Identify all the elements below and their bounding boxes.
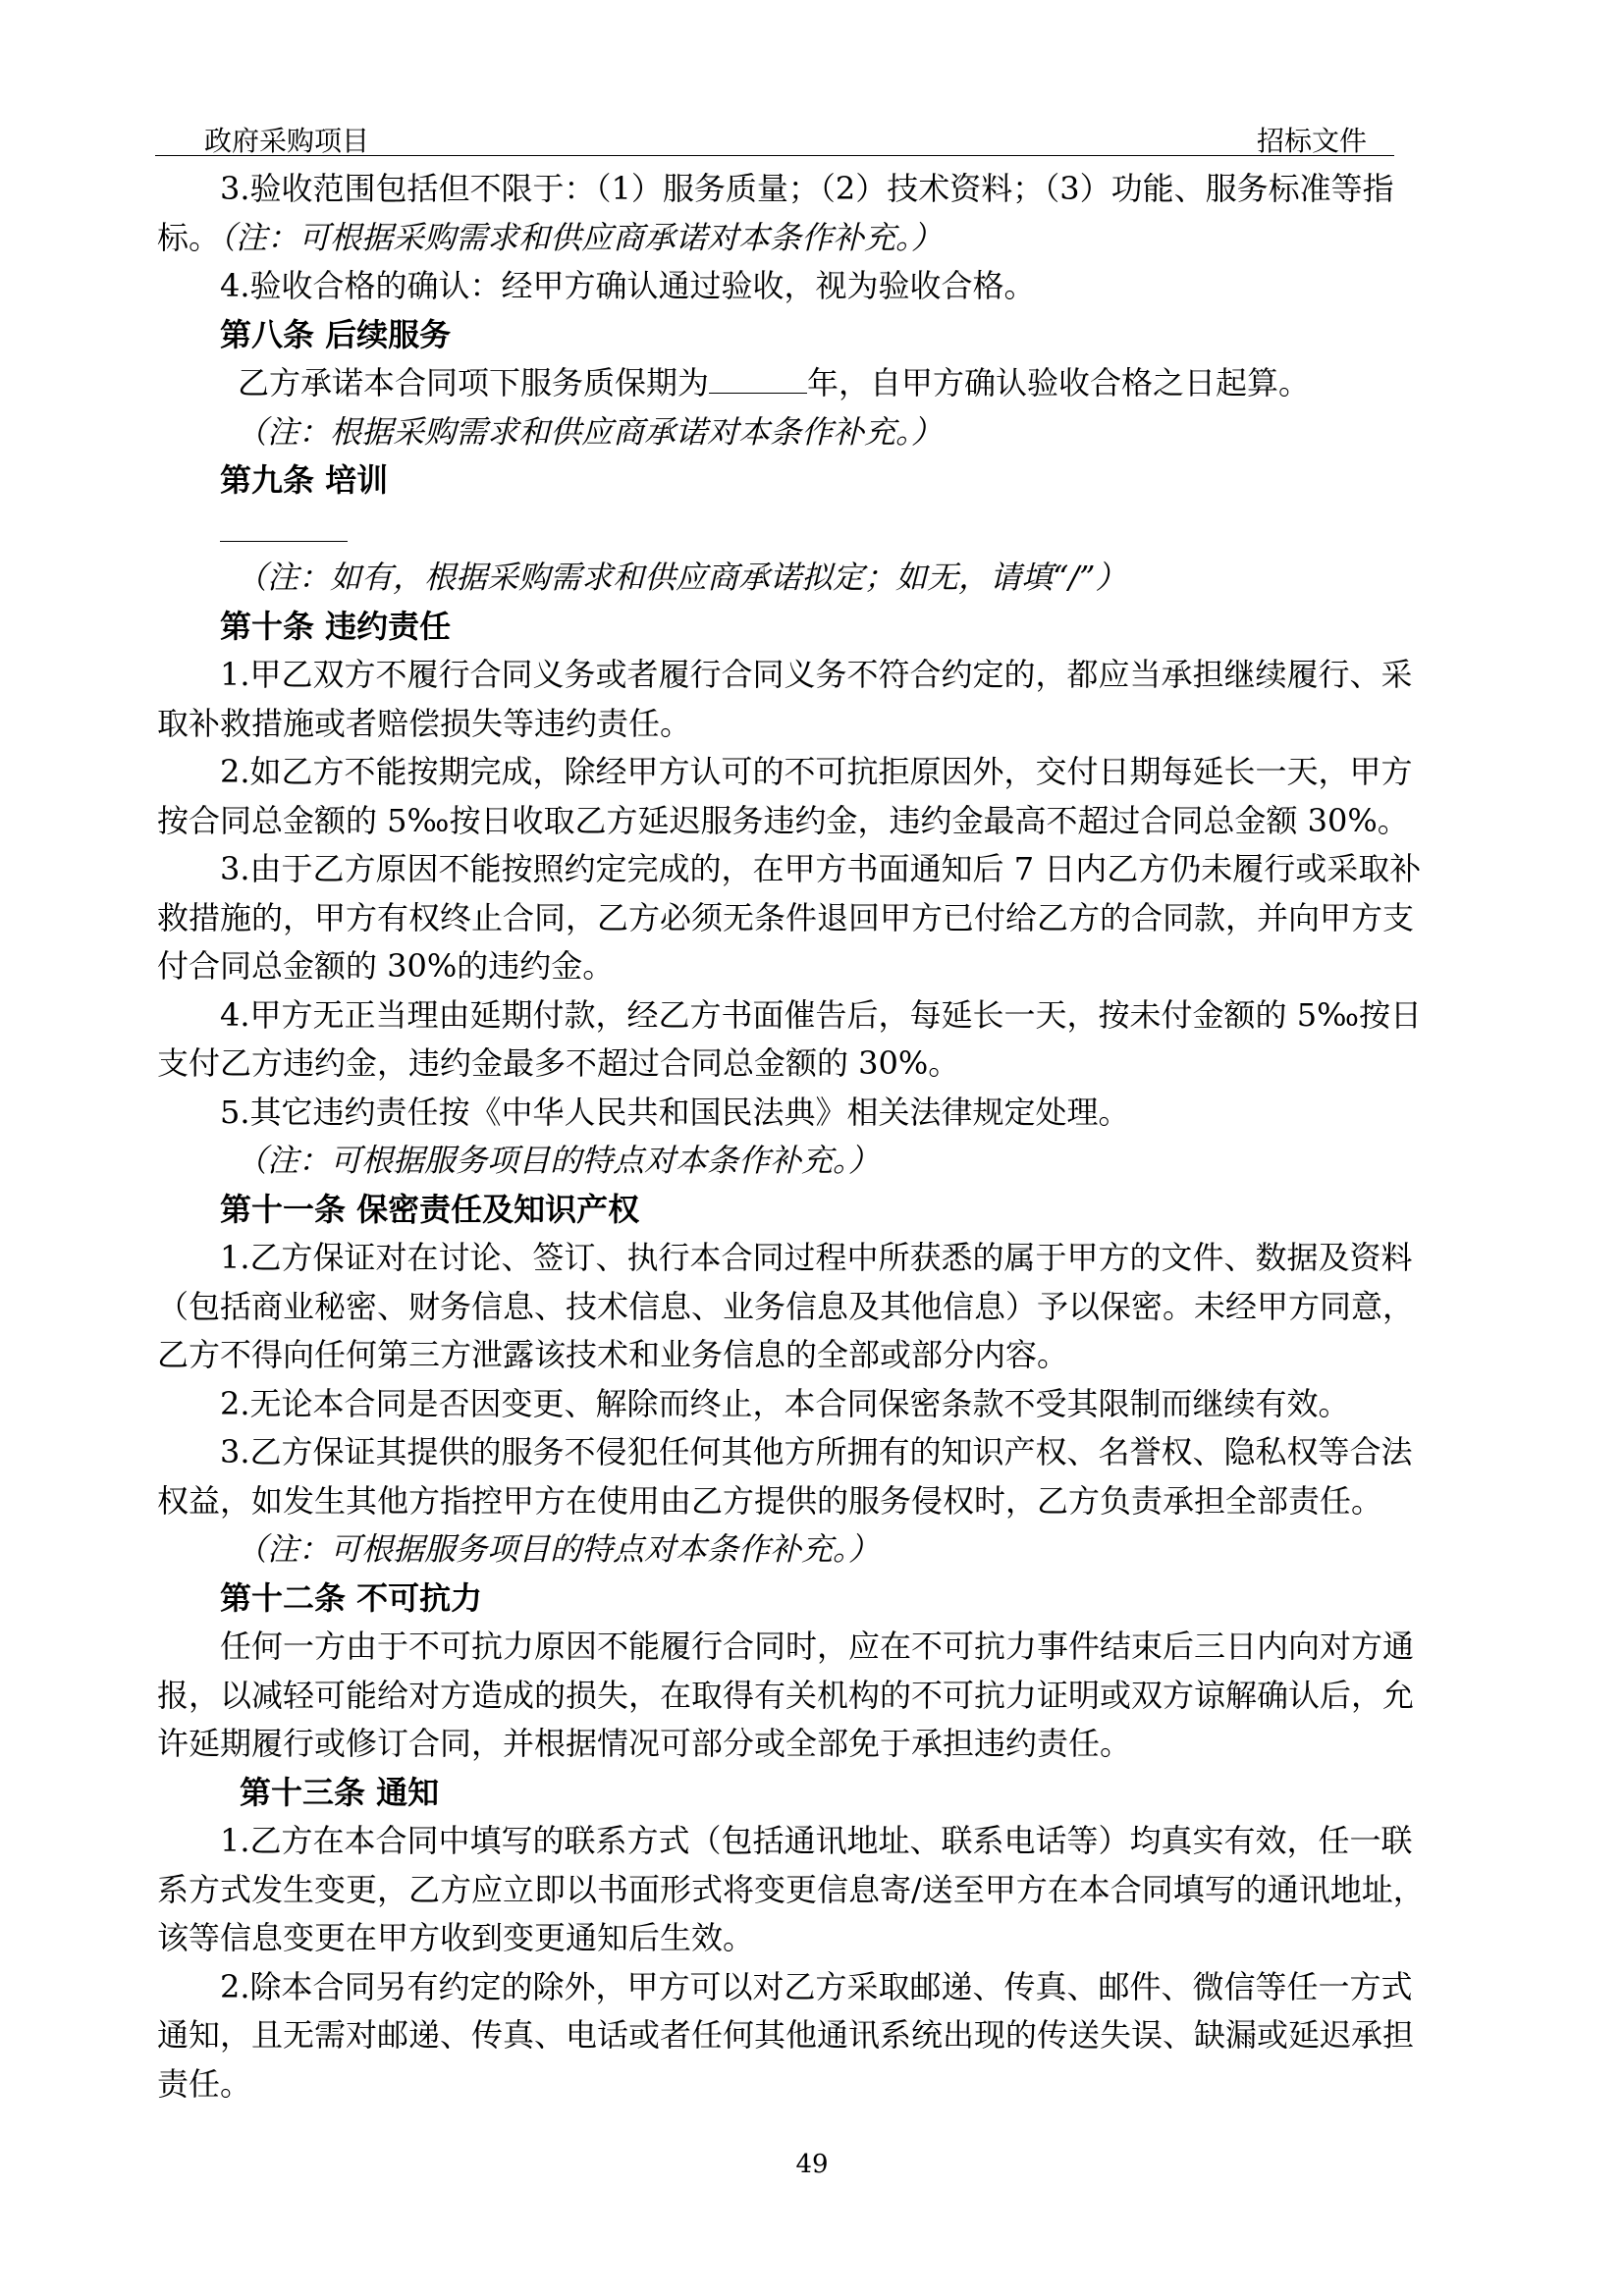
art11-p3-line2: 权益，如发生其他方指控甲方在使用由乙方提供的服务侵权时，乙方负责承担全部责任。 (157, 1481, 1383, 1520)
art9-blank-line (157, 506, 1473, 555)
art11-note: （注：可根据服务项目的特点对本条作补充。） (236, 1530, 881, 1568)
art11-p1-line1: 1.乙方保证对在讨论、签订、执行本合同过程中所获悉的属于甲方的文件、数据及资料 (220, 1239, 1413, 1276)
art10-p3-line1: 3.由于乙方原因不能按照约定完成的，在甲方书面通知后 7 日内乙方仍未履行或采取补 (220, 850, 1422, 887)
art13-title: 第十三条 通知 (240, 1773, 440, 1811)
art13-p2-line2: 通知，且无需对邮递、传真、电话或者任何其他通讯系统出现的传送失误、缺漏或延迟承担 (157, 2016, 1415, 2054)
art8-line1 (157, 359, 1473, 408)
art9-fill-blank (220, 541, 348, 542)
warranty-years-blank (709, 365, 807, 394)
art10-p1-line1: 1.甲乙双方不履行合同义务或者履行合同义务不符合约定的，都应当承担继续履行、采 (220, 656, 1413, 693)
page-header (155, 116, 1394, 156)
art10-p4-line1: 4.甲方无正当理由延期付款，经乙方书面催告后，每延长一天，按未付金额的 5‰按日 (220, 995, 1423, 1034)
art11-p1-line3: 乙方不得向任何第三方泄露该技术和业务信息的全部或部分内容。 (157, 1336, 1069, 1373)
art10-note: （注：可根据服务项目的特点对本条作补充。） (236, 1142, 881, 1179)
art12-line2: 报，以减轻可能给对方造成的损失，在取得有关机构的不可抗力证明或双方谅解确认后，允 (157, 1676, 1415, 1714)
art10-p4-line2: 支付乙方违约金，违约金最多不超过合同总金额的 30%。 (157, 1044, 960, 1082)
art10-p3-line2: 救措施的，甲方有权终止合同，乙方必须无条件退回甲方已付给乙方的合同款，并向甲方支 (157, 898, 1415, 936)
art13-p2-line1: 2.除本合同另有约定的除外，甲方可以对乙方采取邮递、传真、邮件、微信等任一方式 (220, 1967, 1413, 2005)
art10-title: 第十条 违约责任 (220, 607, 452, 645)
art8-text-b: 年，自甲方确认验收合格之日起算。 (807, 364, 1311, 401)
art7-p3-line1: 3.验收范围包括但不限于：（1）服务质量；（2）技术资料；（3）功能、服务标准等指 (220, 170, 1394, 207)
art13-p1-line2: 系方式发生变更，乙方应立即以书面形式将变更信息寄/送至甲方在本合同填写的通讯地址， (157, 1870, 1425, 1908)
art8-text-a: 乙方承诺本合同项下服务质保期为 (238, 364, 710, 401)
header-project-title: 政府采购项目 (204, 125, 370, 157)
art11-title: 第十一条 保密责任及知识产权 (220, 1190, 640, 1228)
art8-note: （注：根据采购需求和供应商承诺对本条作补充。） (236, 412, 944, 451)
art12-line1: 任何一方由于不可抗力原因不能履行合同时，应在不可抗力事件结束后三日内向对方通 (220, 1628, 1415, 1665)
art10-p3-line3: 付合同总金额的 30%的违约金。 (157, 947, 615, 985)
art7-p3-line2 (157, 214, 1473, 263)
header-document-type: 招标文件 (1256, 125, 1367, 157)
document-body (157, 165, 1473, 2109)
art11-p2: 2.无论本合同是否因变更、解除而终止，本合同保密条款不受其限制而继续有效。 (220, 1384, 1350, 1422)
art7-note: （注：可根据采购需求和供应商承诺对本条作补充。） (220, 218, 944, 256)
art9-note: （注：如有，根据采购需求和供应商承诺拟定；如无，请填“/”） (236, 559, 1127, 596)
art12-title: 第十二条 不可抗力 (220, 1578, 483, 1617)
art10-p2-line1: 2.如乙方不能按期完成，除经甲方认可的不可抗拒原因外，交付日期每延长一天，甲方 (220, 753, 1413, 790)
art10-p1-line2: 取补救措施或者赔偿损失等违约责任。 (157, 704, 692, 742)
art7-p4: 4.验收合格的确认：经甲方确认通过验收，视为验收合格。 (220, 267, 1036, 304)
art10-p5: 5.其它违约责任按《中华人民共和国民法典》相关法律规定处理。 (220, 1093, 1130, 1131)
page-number: 49 (795, 2150, 829, 2179)
art13-p1-line3: 该等信息变更在甲方收到变更通知后生效。 (157, 1919, 755, 1956)
art9-title: 第九条 培训 (220, 461, 389, 499)
art7-p3-text: 标。 (157, 218, 221, 256)
art11-p3-line1: 3.乙方保证其提供的服务不侵犯任何其他方所拥有的知识产权、名誉权、隐私权等合法 (220, 1433, 1413, 1470)
art13-p1-line1: 1.乙方在本合同中填写的联系方式（包括通讯地址、联系电话等）均真实有效，任一联 (220, 1822, 1413, 1859)
art8-title: 第八条 后续服务 (220, 315, 452, 353)
art10-p2-line2: 按合同总金额的 5‰按日收取乙方延迟服务违约金，违约金最高不超过合同总金额 30%。 (157, 801, 1409, 839)
art11-p1-line2: （包括商业秘密、财务信息、技术信息、业务信息及其他信息）予以保密。未经甲方同意， (157, 1287, 1415, 1325)
art13-p2-line3: 责任。 (157, 2064, 252, 2103)
art12-line3: 许延期履行或修订合同，并根据情况可部分或全部免于承担违约责任。 (157, 1725, 1132, 1762)
